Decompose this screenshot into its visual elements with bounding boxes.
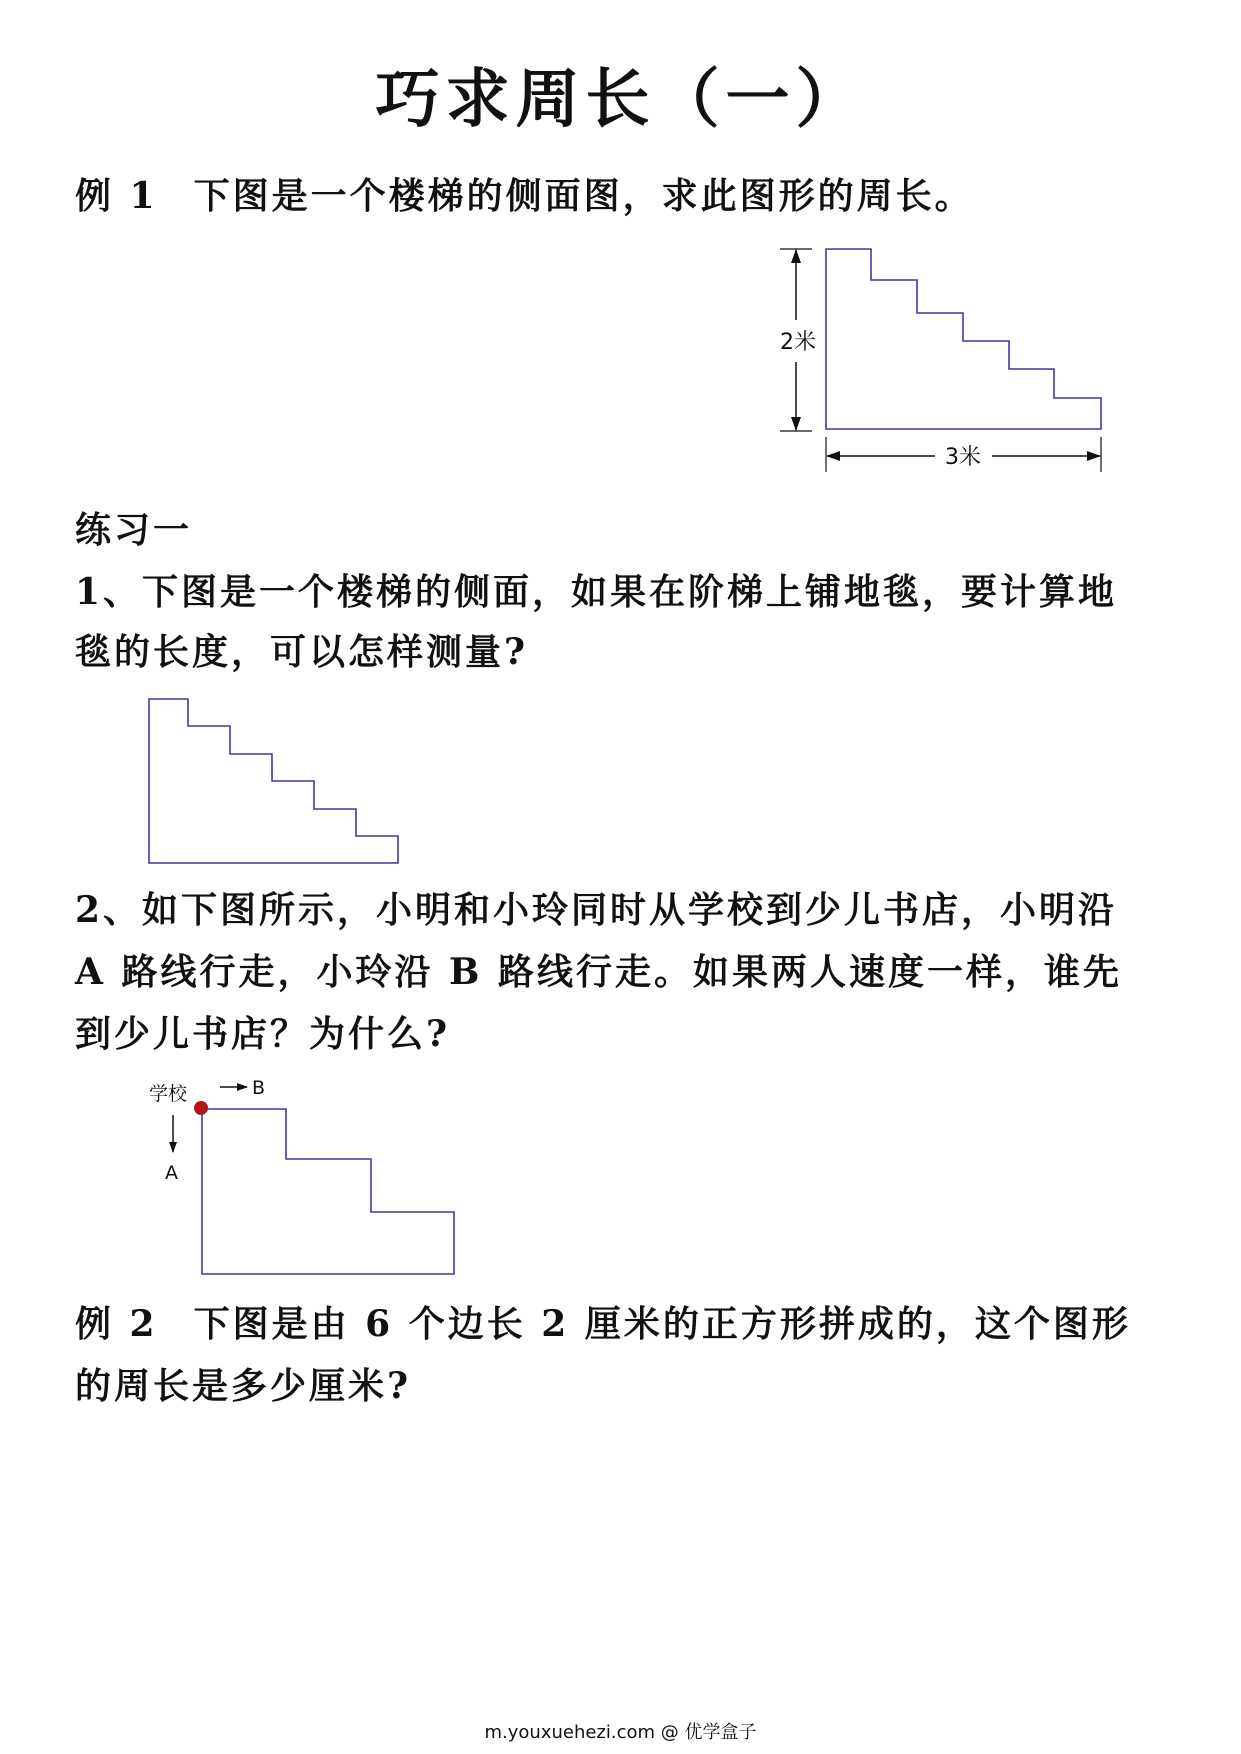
question-1-line-2: 毯的长度，可以怎样测量? bbox=[75, 631, 529, 673]
example-1-label: 例 1 bbox=[75, 175, 158, 217]
example-2-text: 下图是由 6 个边长 2 厘米的正方形拼成的，这个图形 bbox=[193, 1303, 1131, 1345]
example-1 bbox=[75, 168, 974, 219]
practice-heading: 练习一 bbox=[75, 509, 193, 551]
example-2-line-1 bbox=[75, 1296, 1131, 1347]
staircase-outline-1 bbox=[826, 249, 1101, 429]
staircase-outline-2 bbox=[149, 699, 398, 863]
example-1-text: 下图是一个楼梯的侧面图，求此图形的周长。 bbox=[193, 175, 974, 217]
route-a-label: A bbox=[165, 1162, 178, 1184]
height-label: 2米 bbox=[780, 330, 816, 355]
staircase-figure-1 bbox=[680, 240, 1140, 480]
page-title: 巧求周长（一） bbox=[375, 62, 866, 137]
question-2-line-2: A 路线行走，小玲沿 B 路线行走。如果两人速度一样，谁先 bbox=[75, 951, 1122, 993]
footer-watermark: m.youxuehezi.com @ 优学盒子 bbox=[484, 1722, 757, 1743]
school-dot bbox=[194, 1101, 208, 1115]
question-2-line-1: 2、如下图所示，小明和小玲同时从学校到少儿书店，小明沿 bbox=[75, 889, 1118, 931]
width-label: 3米 bbox=[945, 445, 981, 470]
route-figure bbox=[140, 1070, 480, 1290]
example-2-line-2: 的周长是多少厘米? bbox=[75, 1365, 412, 1407]
school-label: 学校 bbox=[149, 1083, 188, 1105]
question-2-line-3: 到少儿书店？为什么? bbox=[75, 1013, 451, 1055]
route-outline bbox=[202, 1109, 454, 1274]
staircase-figure-2 bbox=[140, 690, 420, 870]
route-b-label: B bbox=[252, 1077, 266, 1099]
example-2-label: 例 2 bbox=[75, 1303, 158, 1345]
question-1-line-1: 1、下图是一个楼梯的侧面，如果在阶梯上铺地毯，要计算地 bbox=[75, 571, 1118, 613]
